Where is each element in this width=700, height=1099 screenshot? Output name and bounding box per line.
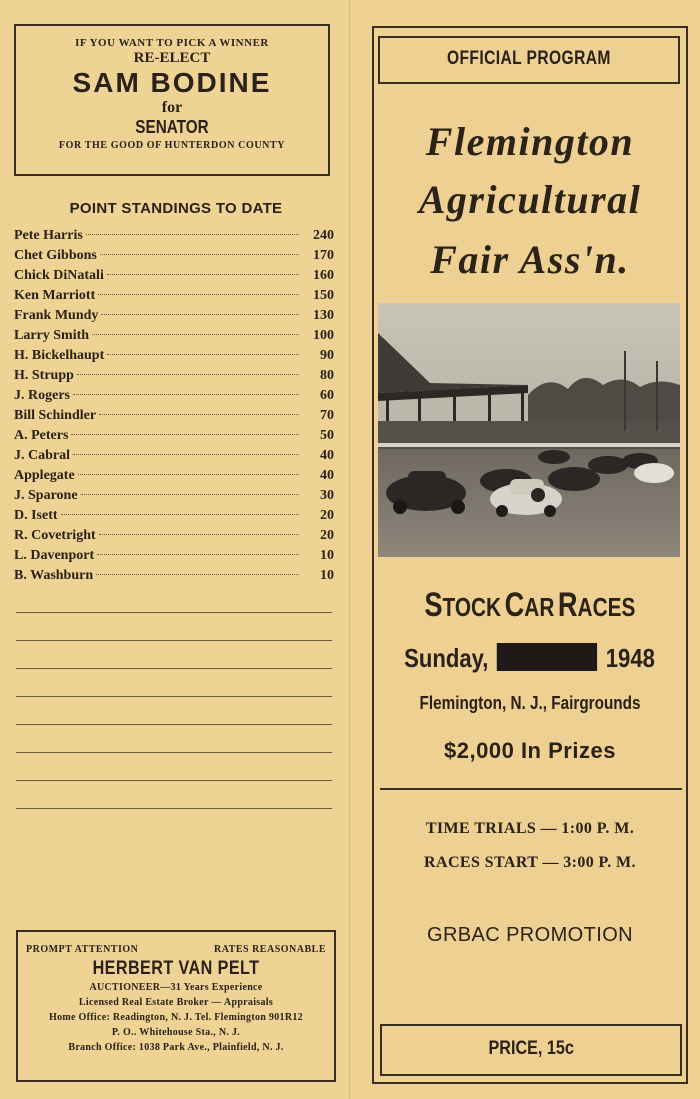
blank-line (16, 612, 332, 613)
stock-car-races-title (372, 586, 688, 625)
driver-points: 130 (313, 308, 334, 323)
ad-for: for (161, 99, 183, 116)
fair-title-line3: Fair Ass'n. (430, 237, 630, 282)
dot-leader (73, 454, 299, 455)
stock-aces: ACES (577, 592, 636, 622)
stock-r: R (558, 586, 578, 624)
driver-name: Ken Marriott (14, 288, 96, 303)
driver-points: 80 (320, 368, 334, 383)
dot-leader (77, 374, 299, 375)
driver-name: A. Peters (14, 428, 69, 443)
driver-points: 70 (320, 408, 334, 423)
driver-name: Applegate (14, 468, 75, 483)
driver-name: R. Covetright (14, 528, 96, 543)
price-box (380, 1024, 682, 1076)
dot-leader (61, 514, 299, 515)
standings-list (14, 228, 334, 588)
van-line-auctioneer: AUCTIONEER—31 Years Experience (89, 982, 263, 993)
dot-leader (97, 554, 299, 555)
dot-leader (92, 334, 299, 335)
van-line-branch: Branch Office: 1038 Park Ave., Plainfield, N. J. (68, 1042, 284, 1053)
standing-row (14, 348, 334, 368)
time-trials: TIME TRIALS — 1:00 P. M. (425, 820, 635, 837)
dot-leader (86, 234, 299, 235)
blank-line (16, 724, 332, 725)
standing-row (14, 468, 334, 488)
driver-points: 90 (320, 348, 334, 363)
driver-name: J. Sparone (14, 488, 78, 503)
blank-line (16, 752, 332, 753)
driver-name: L. Davenport (14, 548, 95, 563)
standing-row (14, 568, 334, 588)
blank-line (16, 808, 332, 809)
van-rates: RATES REASONABLE (213, 944, 326, 955)
dot-leader (107, 274, 299, 275)
driver-points: 240 (313, 228, 334, 243)
standing-row (14, 248, 334, 268)
standing-row (14, 408, 334, 428)
dot-leader (73, 394, 299, 395)
standing-row (14, 548, 334, 568)
blank-line (16, 640, 332, 641)
driver-points: 20 (320, 508, 334, 523)
race-date-line (372, 643, 688, 674)
driver-points: 170 (313, 248, 334, 263)
driver-name: Frank Mundy (14, 308, 99, 323)
ad-reelect: RE-ELECT (133, 50, 211, 66)
driver-points: 30 (320, 488, 334, 503)
standing-row (14, 328, 334, 348)
standing-row (14, 228, 334, 248)
driver-points: 40 (320, 448, 334, 463)
driver-name: J. Rogers (14, 388, 70, 403)
standing-row (14, 528, 334, 548)
dot-leader (81, 494, 299, 495)
standing-row (14, 448, 334, 468)
dot-leader (71, 434, 299, 435)
driver-name: Pete Harris (14, 228, 83, 243)
driver-points: 50 (320, 428, 334, 443)
stock-ar: AR (524, 592, 555, 622)
fair-title-line1: Flemington (425, 119, 635, 164)
dot-leader (100, 254, 299, 255)
ad-slogan: FOR THE GOOD OF HUNTERDON COUNTY (58, 140, 286, 151)
stock-s: S (424, 586, 443, 624)
race-location (372, 693, 688, 714)
van-prompt: PROMPT ATTENTION (26, 944, 139, 955)
driver-points: 160 (313, 268, 334, 283)
ad-candidate-name: SAM BODINE (72, 67, 272, 98)
driver-points: 10 (320, 568, 334, 583)
race-photo (378, 303, 680, 557)
driver-name: Chet Gibbons (14, 248, 97, 263)
driver-points: 20 (320, 528, 334, 543)
dot-leader (99, 534, 299, 535)
sunday-label: Sunday, (404, 643, 489, 673)
prize-amount: $2,000 In Prizes (444, 738, 616, 763)
standing-row (14, 288, 334, 308)
fair-title-line2: Agricultural (418, 177, 642, 222)
dot-leader (107, 354, 299, 355)
redacted-date (497, 643, 597, 671)
driver-points: 150 (313, 288, 334, 303)
van-name: HERBERT VAN PELT (92, 958, 260, 979)
official-program-label: OFFICIAL PROGRAM (447, 48, 611, 69)
standings-title: POINT STANDINGS TO DATE (69, 200, 283, 217)
location-text: Flemington, N. J., Fairgrounds (419, 693, 641, 713)
section-divider (380, 788, 682, 790)
standing-row (14, 388, 334, 408)
promotion-label: GRBAC PROMOTION (426, 924, 633, 946)
driver-points: 100 (313, 328, 334, 343)
race-year: 1948 (606, 643, 656, 673)
ad-office: SENATOR (135, 117, 209, 137)
dot-leader (78, 474, 299, 475)
van-line-broker: Licensed Real Estate Broker — Appraisals (78, 997, 274, 1008)
dot-leader (96, 574, 299, 575)
dot-leader (99, 414, 299, 415)
van-line-home-office: Home Office: Readington, N. J. Tel. Flemington 901R12 (49, 1012, 303, 1023)
stock-c: C (504, 586, 525, 624)
blank-line (16, 668, 332, 669)
driver-name: H. Bickelhaupt (14, 348, 105, 363)
driver-name: D. Isett (14, 508, 58, 523)
blank-line (16, 696, 332, 697)
driver-name: Bill Schindler (14, 408, 97, 423)
driver-name: Larry Smith (14, 328, 90, 343)
dot-leader (98, 294, 299, 295)
auctioneer-ad-box (16, 930, 336, 1082)
driver-points: 40 (320, 468, 334, 483)
van-line-po: P. O.. Whitehouse Sta., N. J. (111, 1027, 241, 1038)
price-label: PRICE, 15c (488, 1038, 574, 1059)
blank-line (16, 780, 332, 781)
standing-row (14, 368, 334, 388)
standing-row (14, 428, 334, 448)
races-start: RACES START — 3:00 P. M. (424, 854, 636, 871)
senator-ad-box (14, 24, 330, 176)
official-program-box (378, 36, 680, 84)
standing-row (14, 508, 334, 528)
driver-name: H. Strupp (14, 368, 74, 383)
dot-leader (101, 314, 299, 315)
driver-name: B. Washburn (14, 568, 94, 583)
driver-name: Chick DiNatali (14, 268, 104, 283)
driver-points: 60 (320, 388, 334, 403)
standing-row (14, 308, 334, 328)
stock-tock: TOCK (442, 592, 502, 622)
driver-name: J. Cabral (14, 448, 70, 463)
standing-row (14, 268, 334, 288)
standing-row (14, 488, 334, 508)
ad-tagline: IF YOU WANT TO PICK A WINNER (75, 37, 269, 49)
driver-points: 10 (320, 548, 334, 563)
